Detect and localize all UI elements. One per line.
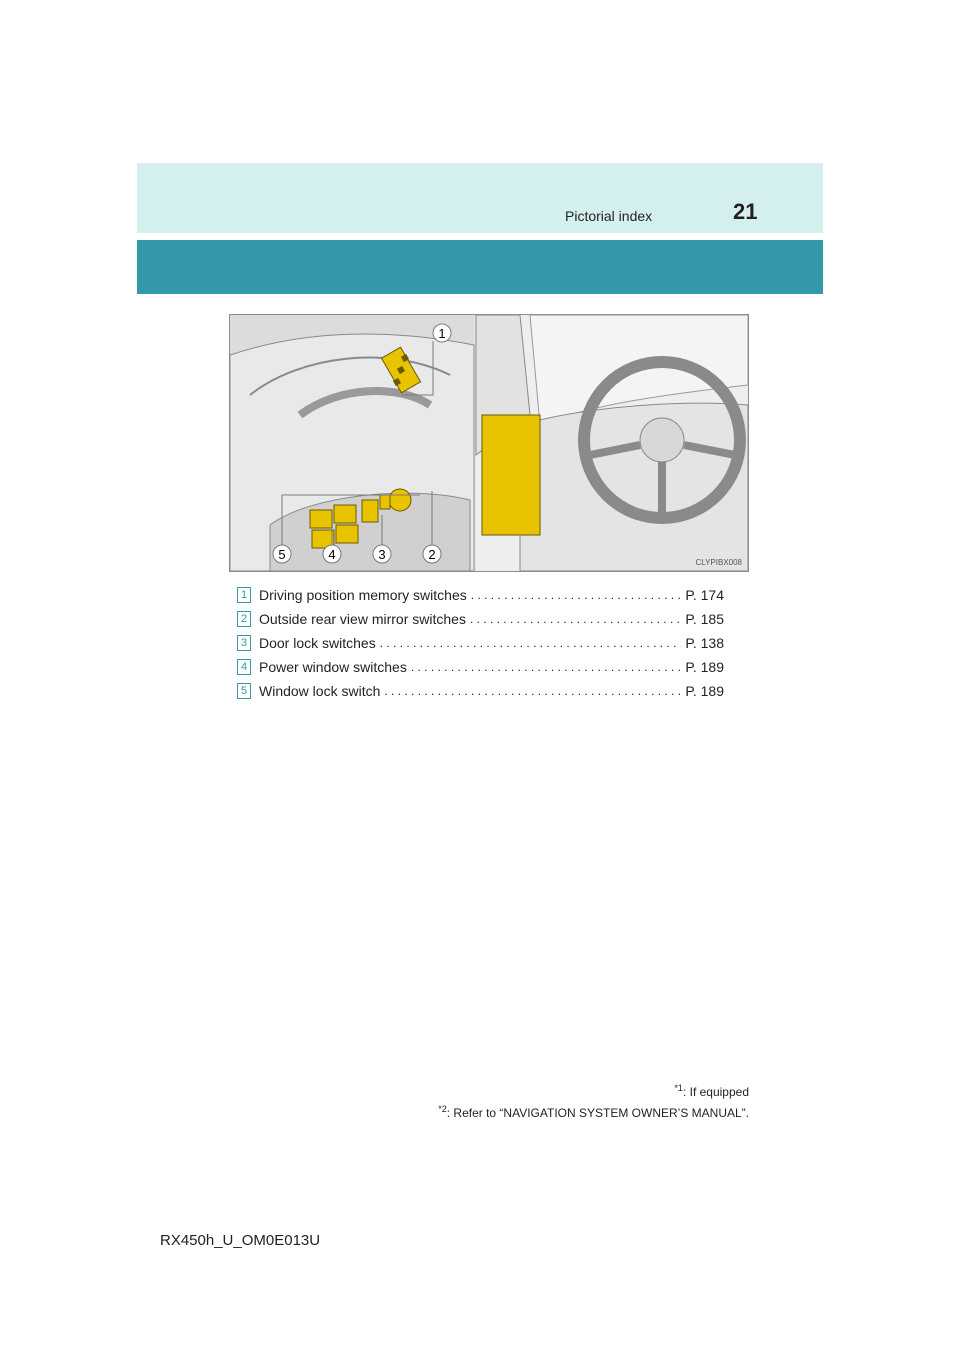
item-page-link[interactable]: P. 174	[685, 587, 724, 603]
steering-hub	[640, 418, 684, 462]
footnote-2-mark: *2	[438, 1104, 447, 1114]
item-page-link[interactable]: P. 185	[685, 611, 724, 627]
dashboard	[520, 403, 748, 571]
door-switch-illustration	[229, 314, 749, 572]
dot-leader	[471, 588, 682, 602]
switch-list	[237, 583, 724, 703]
callout-1: 1	[438, 326, 446, 341]
item-label: Window lock switch	[259, 683, 381, 699]
footnote-1	[438, 1080, 749, 1101]
item-label: Door lock switches	[259, 635, 376, 651]
footnotes	[438, 1080, 749, 1122]
list-item	[237, 607, 724, 631]
section-bar	[137, 240, 823, 294]
callout-3: 3	[378, 547, 386, 562]
callout-2: 2	[428, 547, 436, 562]
item-page-link[interactable]: P. 138	[685, 635, 724, 651]
door-highlight	[482, 415, 540, 535]
dot-leader	[411, 660, 681, 674]
item-label: Outside rear view mirror switches	[259, 611, 466, 627]
footnote-1-mark: *1	[674, 1083, 683, 1093]
item-number: 5	[237, 683, 251, 699]
item-label: Power window switches	[259, 659, 407, 675]
illustration-svg	[230, 315, 748, 571]
item-page-link[interactable]: P. 189	[685, 659, 724, 675]
document-code: RX450h_U_OM0E013U	[160, 1232, 321, 1249]
item-page-link[interactable]: P. 189	[685, 683, 724, 699]
item-number: 4	[237, 659, 251, 675]
callout-4: 4	[328, 547, 336, 562]
dot-leader	[384, 684, 681, 698]
list-item	[237, 679, 724, 703]
list-item	[237, 655, 724, 679]
figure-code: CLYPIBX008	[695, 558, 742, 567]
footnote-2	[438, 1101, 749, 1122]
item-label: Driving position memory switches	[259, 587, 467, 603]
callout-5: 5	[278, 547, 286, 562]
footnote-2-text: : Refer to “NAVIGATION SYSTEM OWNER’S MANUAL”.	[446, 1106, 749, 1120]
page-number: 21	[733, 199, 758, 224]
item-number: 3	[237, 635, 251, 651]
item-number: 2	[237, 611, 251, 627]
dot-leader	[470, 612, 681, 626]
section-title: Pictorial index	[565, 208, 653, 224]
footnote-1-text: : If equipped	[682, 1085, 749, 1099]
list-item	[237, 631, 724, 655]
item-number: 1	[237, 587, 251, 603]
list-item	[237, 583, 724, 607]
header-band	[137, 163, 823, 233]
dot-leader	[380, 636, 682, 650]
